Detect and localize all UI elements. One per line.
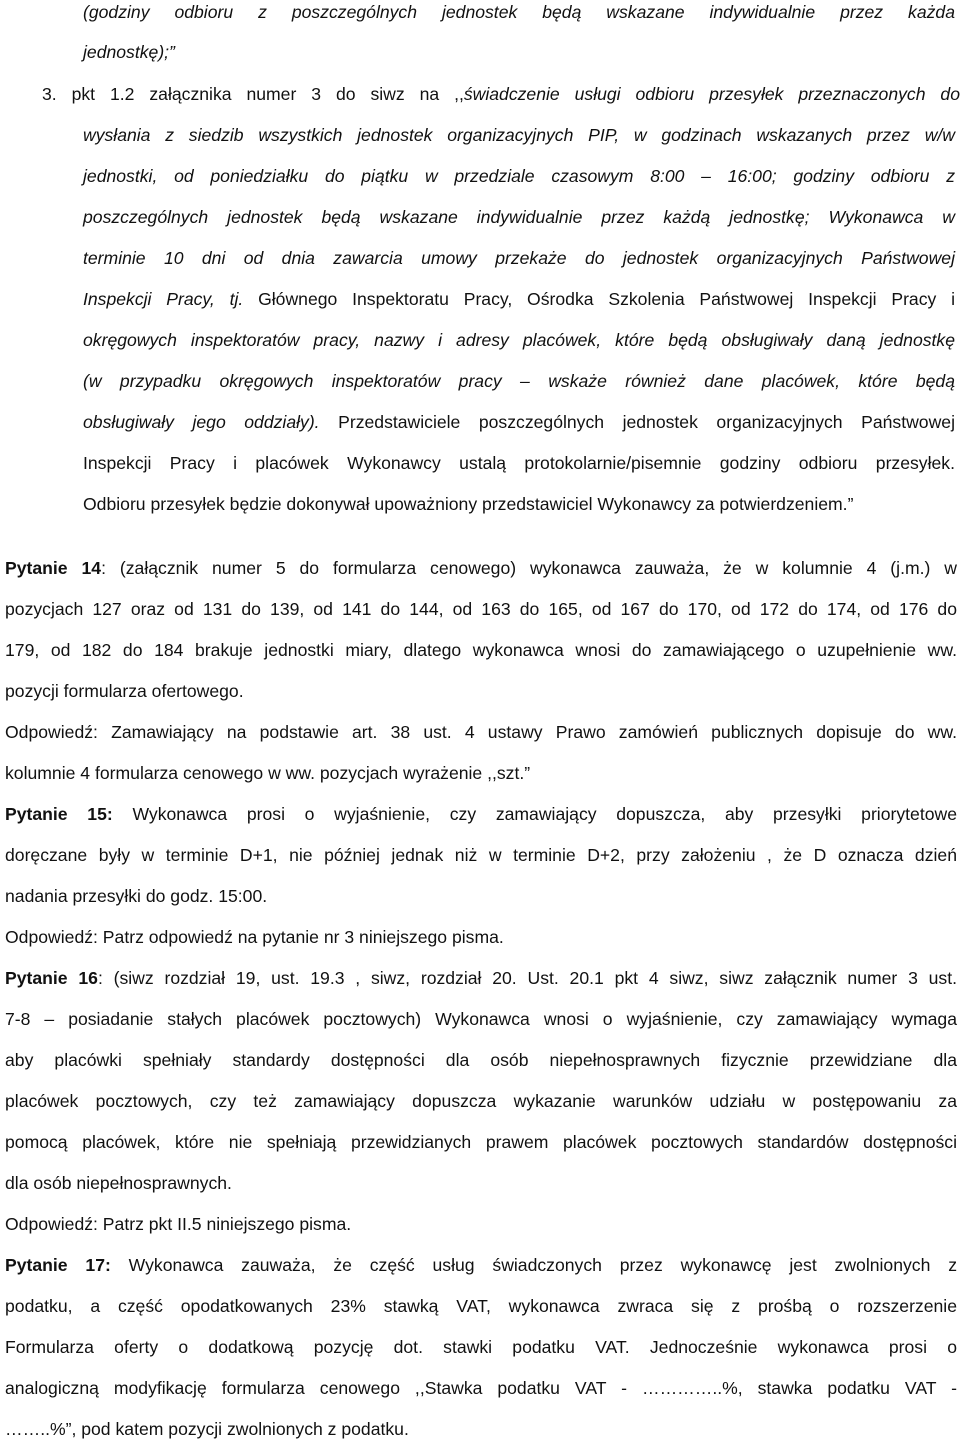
text-line bbox=[5, 1335, 957, 1359]
text-line bbox=[5, 925, 705, 949]
text-line bbox=[5, 761, 705, 785]
text-run: : (siwz rozdział 19, ust. 19.3 , siwz, rozdział 20. Ust. 20.1 pkt 4 siwz, siwz załącznik numer 3 ust. bbox=[97, 968, 957, 988]
text-run: świadczenie usługi odbioru przesyłek przeznaczonych do bbox=[463, 84, 960, 104]
text-line bbox=[83, 410, 955, 434]
text-run: okręgowych inspektoratów pracy, nazwy i adresy placówek, które będą obsługiwały daną jednostkę bbox=[83, 330, 955, 350]
question-label: Pytanie 16 bbox=[5, 968, 98, 988]
text-line bbox=[83, 328, 955, 352]
question-label: Pytanie 17: bbox=[5, 1255, 111, 1275]
text-run: Odpowiedź: Patrz odpowiedź na pytanie nr 3 niniejszego pisma. bbox=[5, 927, 504, 947]
text-run: Odpowiedź: Zamawiający na podstawie art. 38 ust. 4 ustawy Prawo zamówień publicznych dopisuje do ww. bbox=[5, 722, 957, 742]
text-run: kolumnie 4 formularza cenowego w ww. pozycjach wyrażenie ,,szt.” bbox=[5, 763, 531, 783]
text-run: Wykonawca zauważa, że część usług świadczonych przez wykonawcę jest zwolnionych z bbox=[110, 1255, 957, 1275]
text-line bbox=[5, 1007, 957, 1031]
text-run: placówek pocztowych, czy też zamawiający dopuszcza wykazanie warunków udziału w postępowaniu za bbox=[5, 1091, 957, 1111]
text-run: Wykonawca prosi o wyjaśnienie, czy zamawiający dopuszcza, aby przesyłki priorytetowe bbox=[112, 804, 957, 824]
text-line bbox=[5, 1253, 957, 1277]
text-line bbox=[5, 1130, 957, 1154]
text-run: terminie 10 dni od dnia zawarcia umowy przekaże do jednostek organizacyjnych Państwowej bbox=[83, 248, 955, 268]
text-line bbox=[5, 1212, 505, 1236]
text-line bbox=[83, 369, 955, 393]
text-run: analogiczną modyfikację formularza cenowego ,,Stawka podatku VAT - …………..%, stawka podatku VAT - bbox=[5, 1378, 957, 1398]
text-line bbox=[5, 1048, 957, 1072]
text-run: Inspekcji Pracy, tj. bbox=[83, 289, 259, 309]
text-line bbox=[83, 123, 955, 147]
text-line bbox=[5, 597, 957, 621]
text-run: doręczane były w terminie D+1, nie później jednak niż w terminie D+2, przy założeniu , że D oznacza dzień bbox=[5, 845, 957, 865]
text-line bbox=[5, 1294, 957, 1318]
text-line bbox=[83, 287, 955, 311]
text-line bbox=[5, 843, 957, 867]
text-line bbox=[5, 1089, 957, 1113]
text-line bbox=[5, 884, 405, 908]
text-run: poszczególnych jednostek będą wskazane indywidualnie przez każdą jednostkę; Wykonawca w bbox=[83, 207, 955, 227]
text-run: obsługiwały jego oddziały). bbox=[83, 412, 339, 432]
text-run: jednostki, od poniedziałku do piątku w przedziale czasowym 8:00 – 16:00; godziny odbioru z bbox=[83, 166, 955, 186]
text-line bbox=[83, 492, 955, 516]
text-run: Inspekcji Pracy i placówek Wykonawcy ustalą protokolarnie/pisemnie godziny odbioru przesyłek. bbox=[83, 453, 955, 473]
text-run: 7-8 – posiadanie stałych placówek pocztowych) Wykonawca wnosi o wyjaśnienie, czy zamawiający wymaga bbox=[5, 1009, 957, 1029]
text-run: Odpowiedź: Patrz pkt II.5 niniejszego pisma. bbox=[5, 1214, 352, 1234]
text-line bbox=[5, 720, 957, 744]
text-run: Formularza oferty o dodatkową pozycję dot. stawki podatku VAT. Jednocześnie wykonawca prosi o bbox=[5, 1337, 957, 1357]
text-line bbox=[83, 205, 955, 229]
text-run: (w przypadku okręgowych inspektoratów pracy – wskaże również dane placówek, które będą bbox=[83, 371, 955, 391]
text-run: 3. pkt 1.2 załącznika numer 3 do siwz na ,, bbox=[42, 84, 464, 104]
text-line bbox=[5, 638, 957, 662]
text-run: pozycjach 127 oraz od 131 do 139, od 141 do 144, od 163 do 165, od 167 do 170, od 172 do 174, od 176 do bbox=[5, 599, 957, 619]
text-line bbox=[5, 1417, 605, 1441]
text-run: nadania przesyłki do godz. 15:00. bbox=[5, 886, 268, 906]
text-run: Przedstawiciele poszczególnych jednostek organizacyjnych Państwowej bbox=[338, 412, 955, 432]
text-line bbox=[83, 40, 283, 64]
text-line bbox=[5, 679, 405, 703]
text-run: Głównego Inspektoratu Pracy, Ośrodka Szkolenia Państwowej Inspekcji Pracy i bbox=[258, 289, 956, 309]
text-run: : (załącznik numer 5 do formularza cenowego) wykonawca zauważa, że w kolumnie 4 (j.m.) w bbox=[101, 558, 957, 578]
text-run: dla osób niepełnosprawnych. bbox=[5, 1173, 232, 1193]
text-run: 179, od 182 do 184 brakuje jednostki miary, dlatego wykonawca wnosi do zamawiającego o uzupełnienie ww. bbox=[5, 640, 957, 660]
question-label: Pytanie 14 bbox=[5, 558, 102, 578]
text-run: pomocą placówek, które nie spełniają przewidzianych prawem placówek pocztowych standardów dostępności bbox=[5, 1132, 957, 1152]
text-line bbox=[5, 1376, 957, 1400]
text-run: jednostkę);” bbox=[83, 42, 175, 62]
text-run: pozycji formularza ofertowego. bbox=[5, 681, 244, 701]
text-line bbox=[42, 82, 960, 106]
text-line bbox=[5, 1171, 405, 1195]
question-label: Pytanie 15: bbox=[5, 804, 113, 824]
text-run: wysłania z siedzib wszystkich jednostek organizacyjnych PIP, w godzinach wskazanych przez w/w bbox=[83, 125, 955, 145]
text-line bbox=[5, 802, 957, 826]
text-line bbox=[83, 451, 955, 475]
text-line bbox=[5, 556, 957, 580]
text-line bbox=[83, 0, 955, 24]
text-line bbox=[83, 246, 955, 270]
text-run: podatku, a część opodatkowanych 23% stawką VAT, wykonawca zwraca się z prośbą o rozszerzenie bbox=[5, 1296, 957, 1316]
text-run: Odbioru przesyłek będzie dokonywał upoważniony przedstawiciel Wykonawcy za potwierdzeniem.” bbox=[83, 494, 854, 514]
text-line bbox=[83, 164, 955, 188]
text-run: ……..%”, pod katem pozycji zwolnionych z podatku. bbox=[5, 1419, 409, 1439]
text-run: aby placówki spełniały standardy dostępności dla osób niepełnosprawnych fizycznie przewidziane dla bbox=[5, 1050, 957, 1070]
text-line bbox=[5, 966, 957, 990]
text-run: (godziny odbioru z poszczególnych jednostek będą wskazane indywidualnie przez każda bbox=[83, 2, 955, 22]
